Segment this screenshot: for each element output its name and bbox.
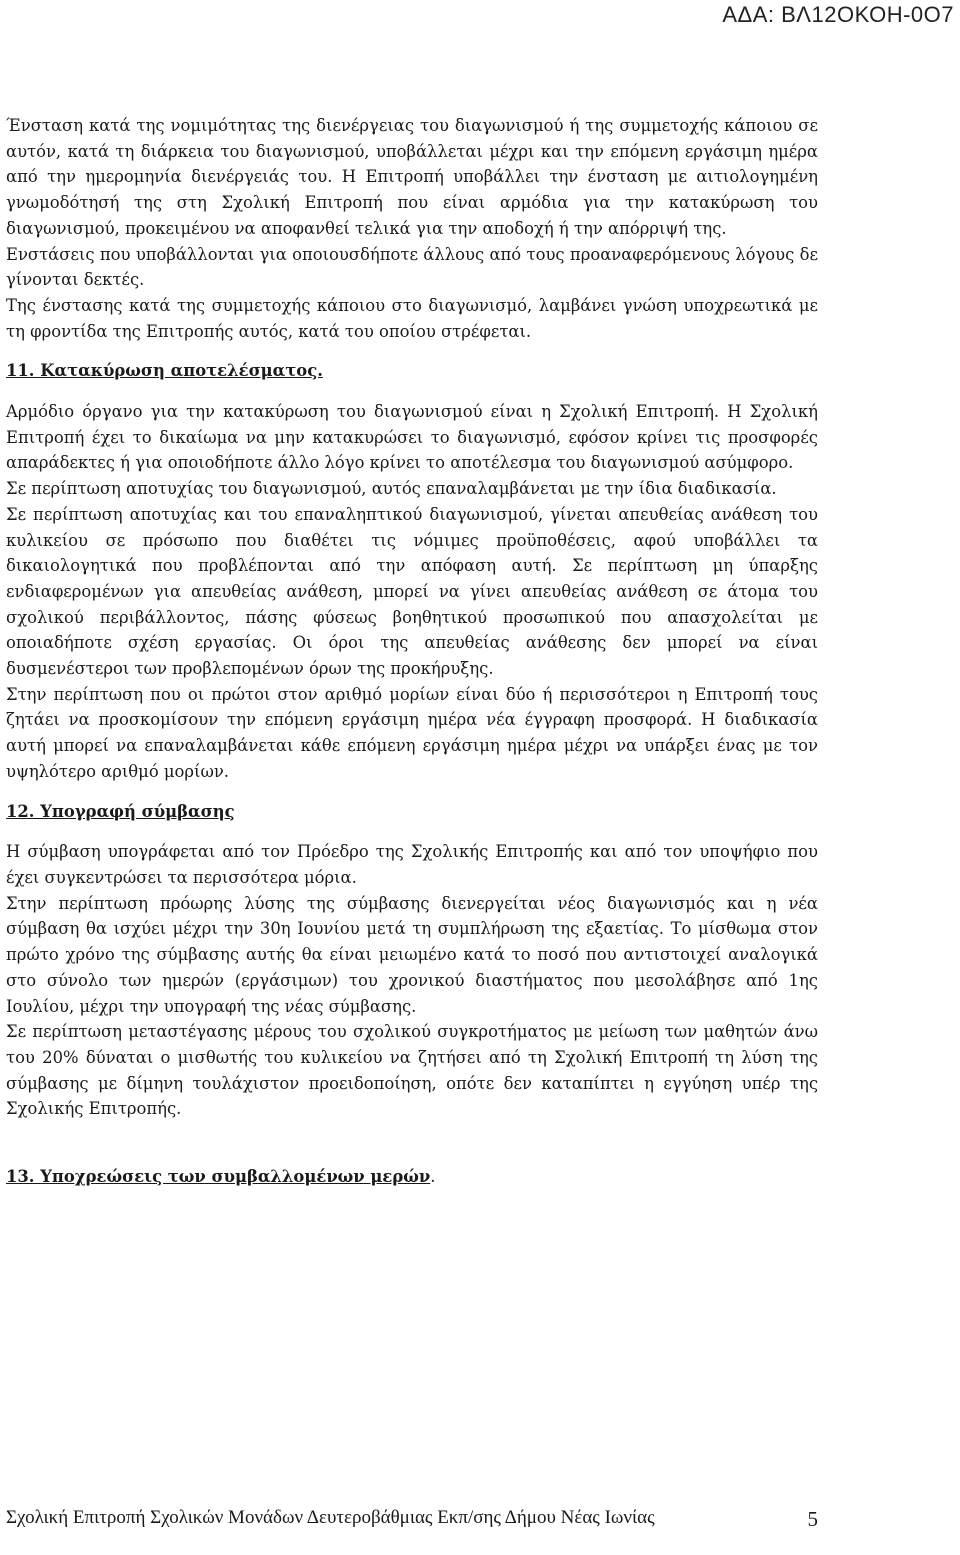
- page-number: 5: [807, 1507, 818, 1531]
- paragraph: Στην περίπτωση πρόωρης λύσης της σύμβασης διενεργείται νέος διαγωνισμός και η νέα σύμβαση θα ισχύει μέχρι την 30η Ιουνίου μετά τη συμπλήρωση της εξαετίας. Το μίσθωμα στον πρώτο χρόνο της σύμβασης αυτής θα είναι μειωμένο κατά το ποσό που αντιστοιχεί αναλογικά στο σύνολο των ημερών (εργάσιμων) του χρονικού διαστήματος που μεσολάβησε από 1ης Ιουλίου, μέχρι την υπογραφή της νέας σύμβασης.: [6, 893, 818, 1016]
- paragraph: Σε περίπτωση μεταστέγασης μέρους του σχολικού συγκροτήματος με μείωση των μαθητών άνω του 20% δύναται ο μισθωτής του κυλικείου να ζητήσει από τη Σχολική Επιτροπή τη λύση της σύμβασης με δίμηνη τουλάχιστον προειδοποίηση, οπότε δεν καταπίπτει η εγγύηση υπέρ της Σχολικής Επιτροπής.: [6, 1022, 818, 1119]
- paragraph: Ένσταση κατά της νομιμότητας της διενέργειας του διαγωνισμού ή της συμμετοχής κάποιου σε αυτόν, κατά τη διάρκεια του διαγωνισμού, υποβάλλεται μέχρι και την επόμενη εργάσιμη ημέρα από την ημερομηνία διενέργειάς του. Η Επιτροπή υποβάλλει την ένσταση με αιτιολογημένη γνωμοδότησή της στη Σχολική Επιτροπή που είναι αρμόδια για την κατακύρωση του διαγωνισμού, προκειμένου να αποφανθεί τελικά για την αποδοχή ή την απόρριψή της.: [6, 116, 818, 238]
- document-body: [6, 113, 818, 1205]
- paragraph: Σε περίπτωση αποτυχίας και του επαναληπτικού διαγωνισμού, γίνεται απευθείας ανάθεση του κυλικείου σε πρόσωπο που διαθέτει τις νόμιμες προϋποθέσεις, αφού υποβάλλει τα δικαιολογητικά που προβλέπονται από την απόφαση αυτή. Σε περίπτωση μη ύπαρξης ενδιαφερομένων για απευθείας ανάθεση, μπορεί να γίνει απευθείας ανάθεση σε άτομα του σχολικού περιβάλλοντος, πάσης φύσεως βοηθητικού προσωπικού που απασχολείται με οποιαδήποτε σχέση εργασίας. Οι όροι της απευθείας ανάθεσης δεν μπορεί να είναι δυσμενέστεροι των προβλεπομένων όρων της προκήρυξης.: [6, 504, 818, 679]
- paragraph: Της ένστασης κατά της συμμετοχής κάποιου στο διαγωνισμό, λαμβάνει γνώση υποχρεωτικά με τη φροντίδα της Επιτροπής αυτός, κατά του οποίου στρέφεται.: [6, 295, 818, 341]
- paragraph: Ενστάσεις που υποβάλλονται για οποιουσδήποτε άλλους από τους προαναφερόμενους λόγους δε γίνονται δεκτές.: [6, 244, 818, 290]
- section-heading-13-period: .: [430, 1167, 436, 1187]
- footer-text: Σχολική Επιτροπή Σχολικών Μονάδων Δευτεροβάθμιας Εκπ/σης Δήμου Νέας Ιωνίας: [6, 1507, 655, 1528]
- section-heading-13-text: 13. Υποχρεώσεις των συμβαλλομένων μερών: [6, 1167, 431, 1187]
- section-heading-13: [6, 1164, 818, 1190]
- ada-code: ΑΔΑ: ΒΛ12ΟΚΟΗ-0Ο7: [722, 2, 954, 27]
- section-heading-12: [6, 799, 818, 825]
- section-heading-11: [6, 358, 818, 384]
- section-heading-12-text: 12. Υπογραφή σύμβασης: [6, 801, 235, 821]
- paragraph: Αρμόδιο όργανο για την κατακύρωση του διαγωνισμού είναι η Σχολική Επιτροπή. Η Σχολική Επιτροπή έχει το δικαίωμα να μην κατακυρώσει το διαγωνισμό, εφόσον κρίνει τις προσφορές απαράδεκτες ή για οποιοδήποτε άλλο λόγο κρίνει το αποτέλεσμα του διαγωνισμού ασύμφορο.: [6, 402, 818, 473]
- paragraph: Σε περίπτωση αποτυχίας του διαγωνισμού, αυτός επαναλαμβάνεται με την ίδια διαδικασία.: [6, 479, 777, 499]
- section-heading-11-text: 11. Κατακύρωση αποτελέσματος.: [6, 361, 323, 381]
- page-footer: [6, 1505, 818, 1530]
- paragraph: Η σύμβαση υπογράφεται από τον Πρόεδρο της Σχολικής Επιτροπής και από τον υποψήφιο που έχει συγκεντρώσει τα περισσότερα μόρια.: [6, 842, 818, 887]
- paragraph: Στην περίπτωση που οι πρώτοι στον αριθμό μορίων είναι δύο ή περισσότεροι η Επιτροπή τους ζητάει να προσκομίσουν την επόμενη εργάσιμη ημέρα νέα έγγραφη προσφορά. Η διαδικασία αυτή μπορεί να επαναλαμβάνεται κάθε επόμενη εργάσιμη ημέρα μέχρι να υπάρξει ένας με τον υψηλότερο αριθμό μορίων.: [6, 684, 818, 781]
